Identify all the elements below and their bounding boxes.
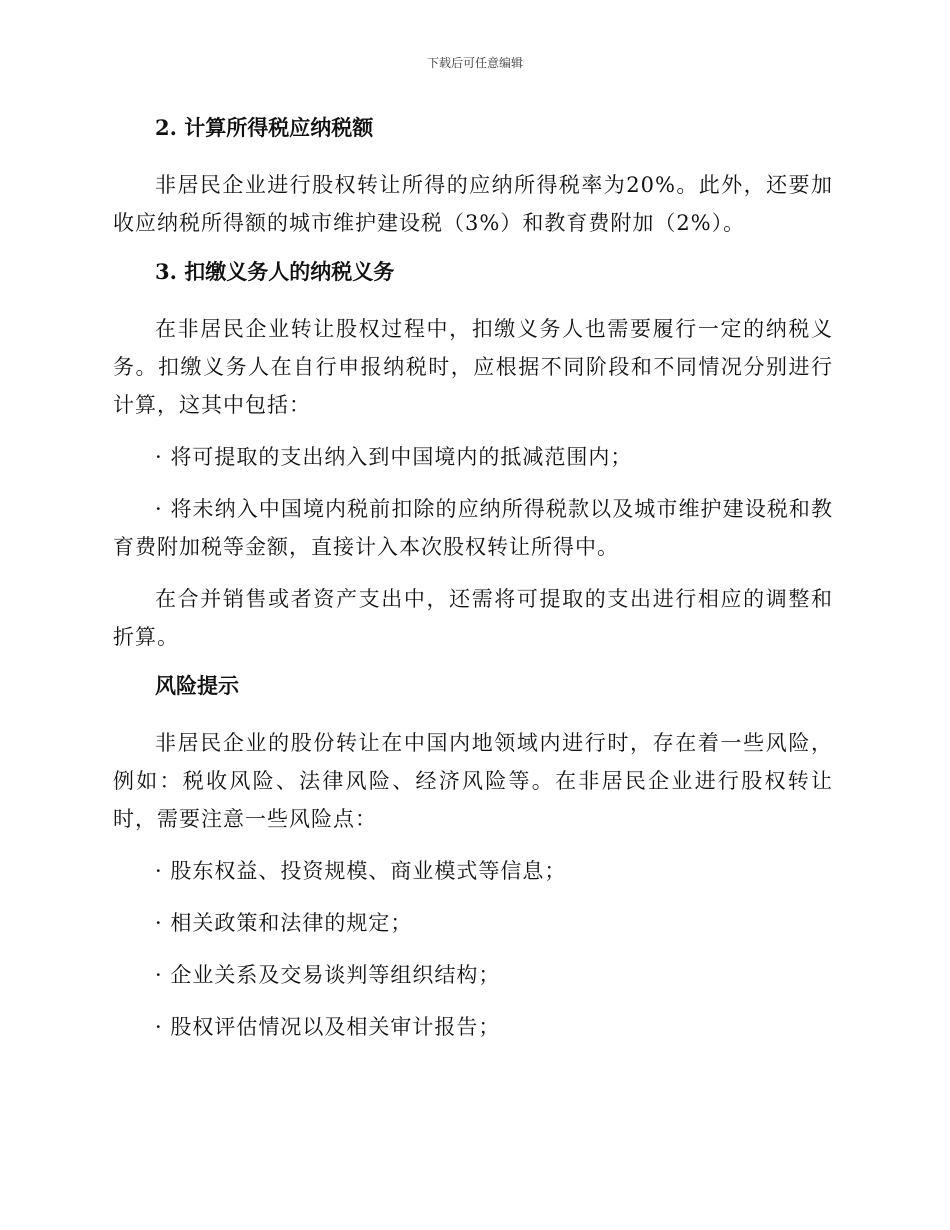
bullet-item: · 相关政策和法律的规定；: [155, 911, 413, 935]
paragraph-adjustment: 在合并销售或者资产支出中，还需将可提取的支出进行相应的调整和折算。: [113, 587, 833, 649]
section-heading-risk-notice: 风险提示: [155, 673, 239, 698]
bullet-item: · 股权评估情况以及相关审计报告；: [155, 1015, 501, 1039]
paragraph-risk-intro: 非居民企业的股份转让在中国内地领域内进行时，存在着一些风险，例如：税收风险、法律风险、经济风险等。在非居民企业进行股权转让时，需要注意一些风险点：: [113, 731, 833, 831]
page-header: 下载后可任意编辑: [426, 56, 523, 70]
bullet-item: · 将可提取的支出纳入到中国境内的抵减范围内；: [155, 445, 633, 469]
paragraph-withholding-intro: 在非居民企业转让股权过程中，扣缴义务人也需要履行一定的纳税义务。扣缴义务人在自行申报纳税时，应根据不同阶段和不同情况分别进行计算，这其中包括：: [113, 317, 833, 417]
section-heading-withholding-obligation: 3. 扣缴义务人的纳税义务: [155, 259, 395, 284]
document-body: [113, 112, 833, 1060]
bullet-item: · 将未纳入中国境内税前扣除的应纳所得税款以及城市维护建设税和教育费附加税等金额，直接计入本次股权转让所得中。: [113, 497, 833, 559]
bullet-item: · 企业关系及交易谈判等组织结构；: [155, 963, 501, 987]
bullet-item: · 股东权益、投资规模、商业模式等信息；: [155, 859, 567, 883]
section-heading-tax-calculation: 2. 计算所得税应纳税额: [155, 115, 374, 140]
paragraph-tax-rate: 非居民企业进行股权转让所得的应纳所得税率为20%。此外，还要加收应纳税所得额的城市维护建设税（3%）和教育费附加（2%）。: [113, 173, 833, 235]
